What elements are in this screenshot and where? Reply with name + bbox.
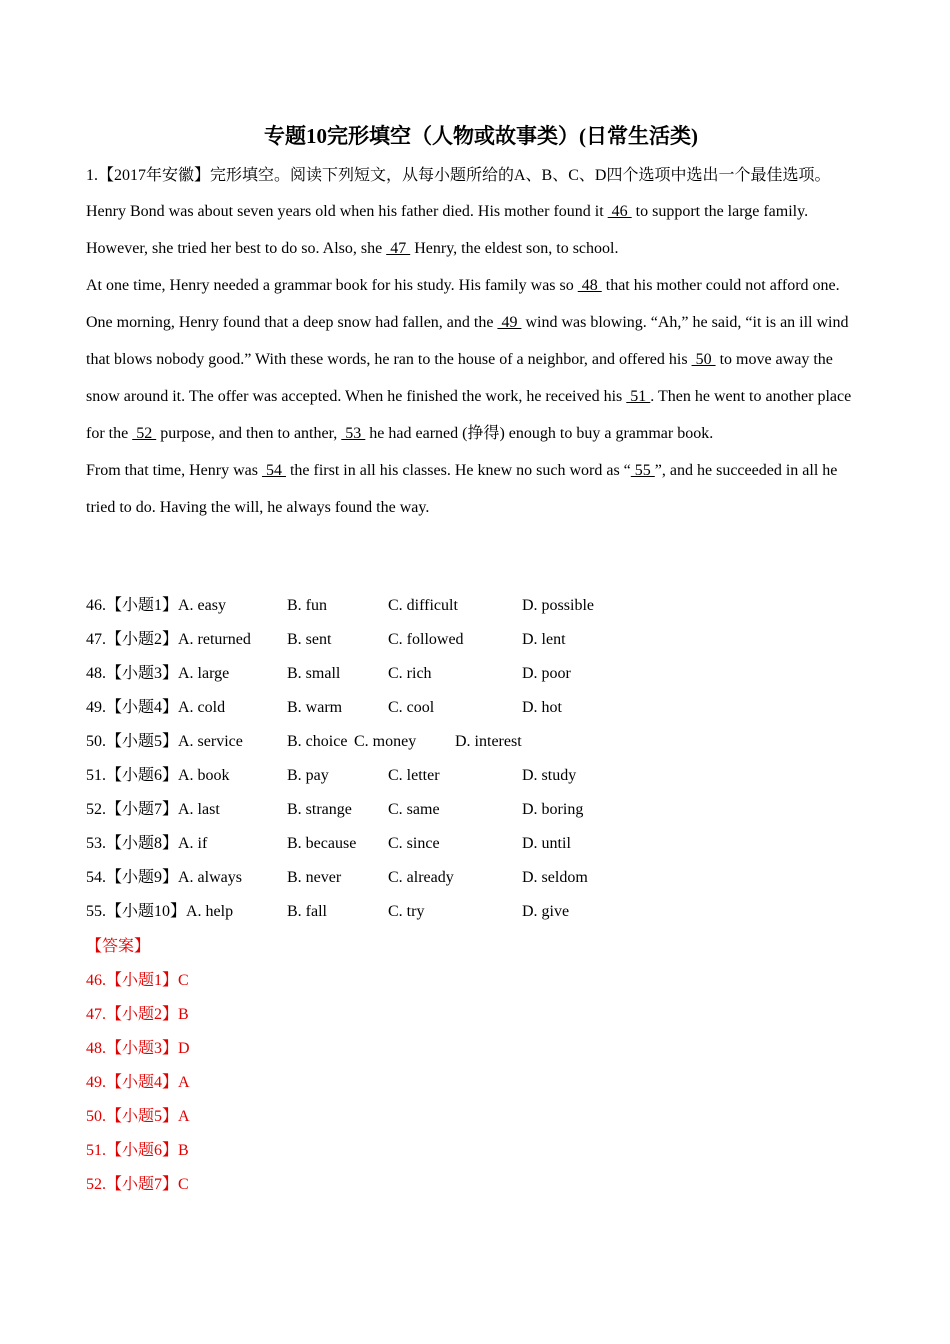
option-b: B. pay [287, 767, 329, 784]
option-c: C. money [354, 733, 417, 750]
passage-text: that his mother could not afford one. [601, 277, 840, 294]
blank-48: 48 [577, 277, 602, 294]
page-title: 专题10完形填空（人物或故事类）(日常生活类) [264, 124, 698, 148]
option-question: 46.【小题1】A. easy [86, 597, 226, 614]
answer-item: 50.【小题5】A [86, 1108, 190, 1125]
blank-51: 51 [626, 388, 651, 405]
passage-text: purpose, and then to anther, [156, 425, 342, 442]
blank-49: 49 [497, 314, 522, 331]
option-c: C. followed [388, 631, 464, 648]
passage-paragraph-1 [86, 193, 866, 267]
blank-52: 52 [132, 425, 157, 442]
option-c: C. since [388, 835, 440, 852]
option-d: D. study [522, 767, 577, 784]
option-question: 50.【小题5】A. service [86, 733, 243, 750]
option-d: D. until [522, 835, 571, 852]
option-d: D. possible [522, 597, 594, 614]
question-intro: 1.【2017年安徽】完形填空。阅读下列短文，从每小题所给的A、B、C、D四个选项中选出一个最佳选项。 [86, 167, 831, 184]
blank-53: 53 [341, 425, 366, 442]
answer-item: 52.【小题7】C [86, 1176, 189, 1193]
option-c: C. cool [388, 699, 435, 716]
option-b: B. because [287, 835, 357, 852]
option-c: C. rich [388, 665, 432, 682]
option-c: C. letter [388, 767, 440, 784]
passage-text: Henry Bond was about seven years old when his father died. His mother found it [86, 203, 608, 220]
option-question: 47.【小题2】A. returned [86, 631, 251, 648]
option-question: 53.【小题8】A. if [86, 835, 208, 852]
option-d: D. interest [455, 733, 522, 750]
option-c: C. difficult [388, 597, 458, 614]
option-d: D. boring [522, 801, 584, 818]
blank-50: 50 [691, 351, 716, 368]
option-b: B. fun [287, 597, 327, 614]
passage-text: to support the large family. However, she tried her best to do so. Also, she [86, 203, 809, 257]
blank-47: 47 [386, 240, 411, 257]
option-b: B. never [287, 869, 342, 886]
passage-text: he had earned (挣得) enough to buy a grammar book. [365, 425, 714, 442]
option-question: 54.【小题9】A. always [86, 869, 242, 886]
option-c: C. already [388, 869, 454, 886]
option-c: C. same [388, 801, 440, 818]
answer-item: 49.【小题4】A [86, 1074, 190, 1091]
passage-paragraph-4 [86, 452, 866, 526]
passage-paragraph-2 [86, 267, 866, 304]
answer-key [86, 930, 190, 1202]
option-b: B. small [287, 665, 341, 682]
passage-text: One morning, Henry found that a deep snow had fallen, and the [86, 314, 498, 331]
answer-item: 46.【小题1】C [86, 972, 189, 989]
option-d: D. give [522, 903, 570, 920]
blank-46: 46 [607, 203, 632, 220]
passage-text: wind was blowing. “Ah,” he said, “it is an ill wind that blows nobody good.” With these words, he ran to the house of a neighbor, and offered his [86, 314, 849, 368]
answer-item: 51.【小题6】B [86, 1142, 189, 1159]
answer-item: 47.【小题2】B [86, 1006, 189, 1023]
option-b: B. fall [287, 903, 327, 920]
option-d: D. hot [522, 699, 562, 716]
option-b: B. strange [287, 801, 352, 818]
blank-54: 54 [261, 462, 286, 479]
option-question: 48.【小题3】A. large [86, 665, 230, 682]
option-d: D. poor [522, 665, 571, 682]
answer-header: 【答案】 [86, 938, 151, 955]
passage-text: ”, and he succeeded in all he tried to do. Having the will, he always found the way. [86, 462, 838, 516]
option-d: D. seldom [522, 869, 588, 886]
passage-text: the first in all his classes. He knew no such word as “ [285, 462, 631, 479]
option-b: B. warm [287, 699, 343, 716]
passage-text: From that time, Henry was [86, 462, 262, 479]
option-c: C. try [388, 903, 425, 920]
passage-text: to move away the snow around it. The offer was accepted. When he finished the work, he received his [86, 351, 833, 405]
option-d: D. lent [522, 631, 566, 648]
option-question: 55.【小题10】A. help [86, 903, 234, 920]
option-b: B. choice [287, 733, 348, 750]
passage-text: At one time, Henry needed a grammar book for his study. His family was so [86, 277, 578, 294]
option-question: 49.【小题4】A. cold [86, 699, 226, 716]
option-question: 52.【小题7】A. last [86, 801, 220, 818]
cloze-passage [86, 193, 866, 526]
blank-55: 55 [630, 462, 655, 479]
answer-item: 48.【小题3】D [86, 1040, 190, 1057]
passage-text: Henry, the eldest son, to school. [410, 240, 619, 257]
passage-paragraph-3 [86, 304, 866, 452]
option-question: 51.【小题6】A. book [86, 767, 230, 784]
passage-text: . Then he went to another place for the [86, 388, 852, 442]
option-b: B. sent [287, 631, 332, 648]
